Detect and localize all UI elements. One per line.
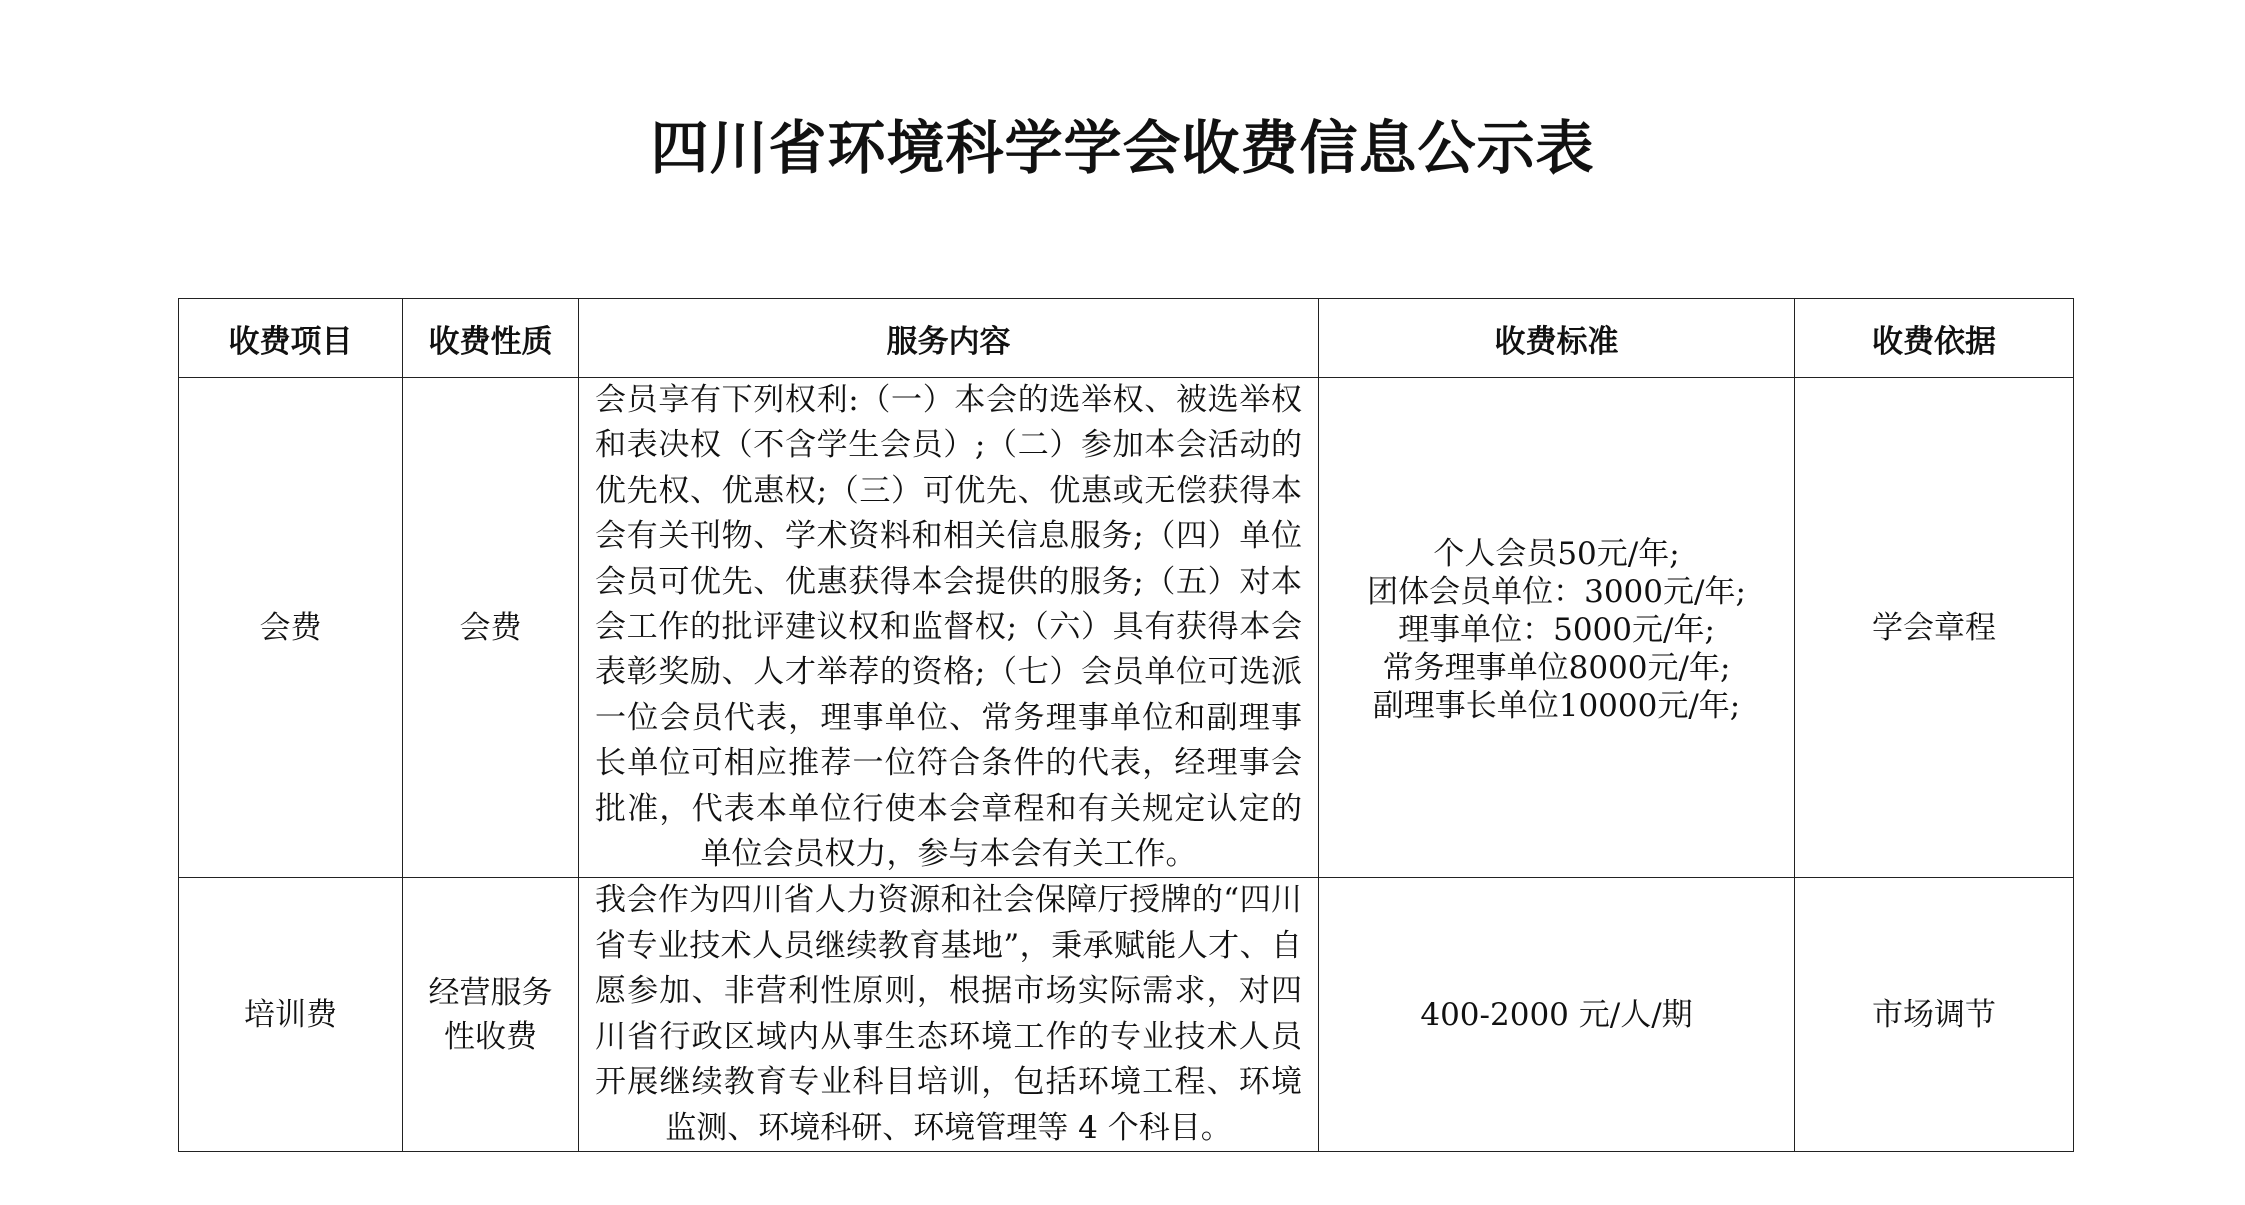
table-row — [179, 878, 2074, 1151]
page-title: 四川省环境科学学会收费信息公示表 — [650, 114, 1595, 182]
fee-standard-list — [1319, 531, 1794, 725]
fee-standard-cell — [1319, 878, 1795, 1151]
fee-item-cell: 培训费 — [179, 878, 403, 1151]
header-fee-standard: 收费标准 — [1319, 299, 1795, 378]
fee-item-cell: 会费 — [179, 378, 403, 878]
fee-standard-line: 副理事长单位10000元/年; — [1372, 687, 1741, 724]
fee-basis-cell: 市场调节 — [1795, 878, 2074, 1151]
fee-standard-line: 个人会员50元/年; — [1433, 535, 1680, 572]
header-fee-nature: 收费性质 — [403, 299, 579, 378]
fee-nature-cell: 经营服务性收费 — [403, 878, 579, 1151]
service-content-cell: 会员享有下列权利:（一）本会的选举权、被选举权和表决权（不含学生会员）;（二）参加本会活动的优先权、优惠权;（三）可优先、优惠或无偿获得本会有关刊物、学术资料和相关信息服务;（四）单位会员可优先、优惠获得本会提供的服务;（五）对本会工作的批评建议权和监督权;（六）具有获得本会表彰奖励、人才举荐的资格;（七）会员单位可选派一位会员代表，理事单位、常务理事单位和副理事长单位可相应推荐一位符合条件的代表，经理事会批准，代表本单位行使本会章程和有关规定认定的单位会员权力，参与本会有关工作。 — [579, 378, 1319, 878]
header-service-content: 服务内容 — [579, 299, 1319, 378]
fee-nature-cell: 会费 — [403, 378, 579, 878]
fee-basis-cell: 学会章程 — [1795, 378, 2074, 878]
service-content-cell: 我会作为四川省人力资源和社会保障厅授牌的“四川省专业技术人员继续教育基地”，秉承赋能人才、自愿参加、非营利性原则，根据市场实际需求，对四川省行政区域内从事生态环境工作的专业技术人员开展继续教育专业科目培训，包括环境工程、环境监测、环境科研、环境管理等 4 个科目。 — [579, 878, 1319, 1151]
fee-table — [178, 298, 2074, 1152]
header-fee-item: 收费项目 — [179, 299, 403, 378]
fee-standard-cell — [1319, 378, 1795, 878]
fee-standard-line: 常务理事单位8000元/年; — [1382, 649, 1731, 686]
table-header-row — [179, 299, 2074, 378]
fee-standard-line: 400-2000 元/人/期 — [1420, 996, 1693, 1033]
fee-standard-line: 团体会员单位：3000元/年; — [1367, 573, 1746, 610]
fee-standard-line: 理事单位：5000元/年; — [1398, 611, 1715, 648]
table-row — [179, 378, 2074, 878]
header-fee-basis: 收费依据 — [1795, 299, 2074, 378]
